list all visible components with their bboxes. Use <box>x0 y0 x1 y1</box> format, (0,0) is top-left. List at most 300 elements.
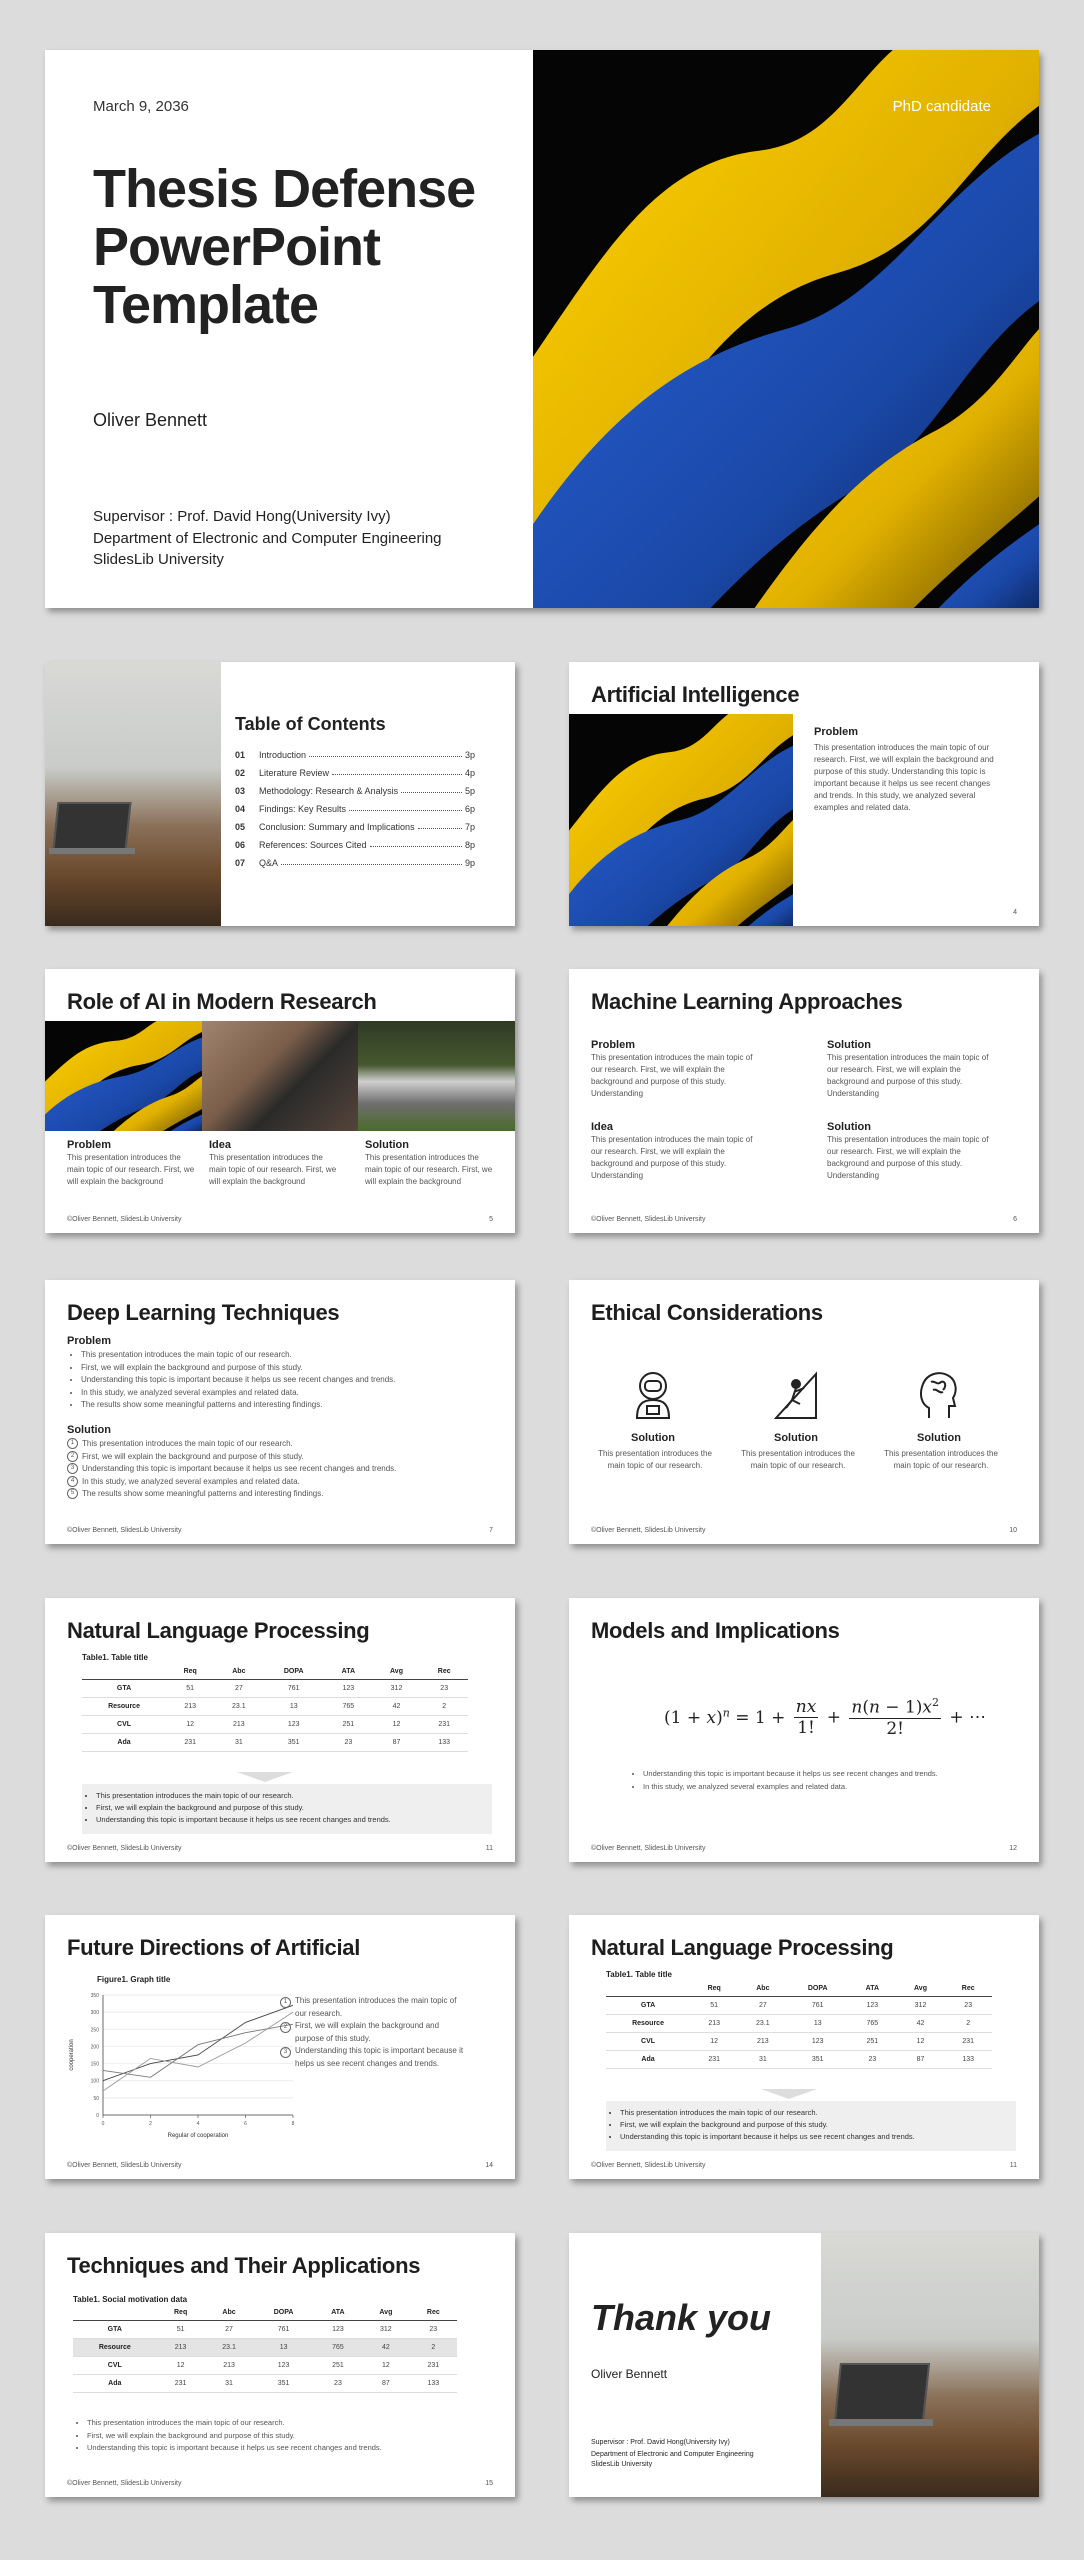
step-text: This presentation introduces the main topic of our research. <box>295 1996 457 2018</box>
table-cell: Resource <box>73 2339 157 2357</box>
table-cell: 23 <box>420 1680 468 1698</box>
list-item: • This presentation introduces the main topic of our research. <box>81 1349 395 1362</box>
step-number: 3 <box>67 1463 78 1474</box>
toc-number: 03 <box>235 786 246 796</box>
column-header: Avg <box>897 1981 945 1997</box>
astronaut-icon <box>629 1368 677 1420</box>
footer-credit: ©Oliver Bennett, SlidesLib University <box>67 2162 182 2169</box>
table-cell: 213 <box>690 2015 738 2033</box>
table-cell: GTA <box>73 2321 157 2339</box>
problem-list <box>67 1349 395 1412</box>
title-line-2: PowerPoint <box>93 217 381 277</box>
toc-page: 8p <box>464 840 475 850</box>
footer-credit: ©Oliver Bennett, SlidesLib University <box>591 1216 706 1223</box>
step-number: 5 <box>67 1488 78 1499</box>
col-heading-2: Solution <box>774 1432 818 1444</box>
laptop-shape <box>52 802 131 850</box>
col-heading-2: Idea <box>209 1139 232 1151</box>
toc-item <box>235 750 475 760</box>
column-header: Abc <box>738 1981 787 1997</box>
slide-title: Techniques and Their Applications <box>67 2253 421 2278</box>
step-number: 1 <box>67 1438 78 1449</box>
wave-artwork <box>569 714 793 926</box>
table-cell: 312 <box>362 2321 410 2339</box>
slide-title: Natural Language Processing <box>67 1618 370 1643</box>
note-item: • This presentation introduces the main topic of our research. <box>620 2107 1016 2119</box>
list-item: • First, we will explain the background and purpose of this study. <box>87 2430 382 2443</box>
table-cell: 23 <box>314 2375 362 2393</box>
table-row <box>73 2375 457 2393</box>
toc-leader <box>309 756 462 757</box>
table-cell: 251 <box>324 1716 373 1734</box>
step-number: 2 <box>67 1451 78 1462</box>
table-cell: 27 <box>205 2321 254 2339</box>
step-text: Understanding this topic is important because it helps us see recent changes and trends. <box>295 2046 464 2068</box>
arrow-down-icon <box>761 2089 817 2099</box>
toc-leader <box>418 828 462 829</box>
table-caption: Table1. Table title <box>82 1653 148 1662</box>
university-text: SlidesLib University <box>93 551 224 568</box>
toc-leader <box>349 810 462 811</box>
col-body-1: This presentation introduces the main topic of our research. <box>598 1449 712 1470</box>
binomial-formula: $(1 + x)^n = 1$ + $\frac{nx}{1!}$ + $\frac{n(n - 1)x^2}{2!}$ + ⋯ <box>664 1696 987 1739</box>
list-item <box>67 1463 396 1476</box>
table-cell: 133 <box>944 2051 992 2069</box>
table-cell: 213 <box>738 2033 787 2051</box>
table-cell: 133 <box>420 1734 468 1752</box>
problem-heading: Problem <box>67 1335 112 1347</box>
column-header: DOPA <box>787 1981 848 1997</box>
table-row <box>73 2339 457 2357</box>
data-table <box>82 1664 468 1752</box>
step-text: This presentation introduces the main topic of our research. <box>82 1439 293 1448</box>
series-line-3 <box>103 2012 293 2091</box>
col-body-2: This presentation introduces the main topic of our research. First, we will explain the background <box>209 1153 337 1186</box>
table-row <box>82 1698 468 1716</box>
table-cell: 213 <box>157 2339 205 2357</box>
ml-slide <box>569 969 1039 1233</box>
table-row <box>606 2051 992 2069</box>
page-number: 14 <box>485 2162 493 2169</box>
slide-title: Artificial Intelligence <box>591 682 800 707</box>
block-heading-3: Idea <box>591 1121 614 1133</box>
problem-heading: Problem <box>814 726 859 738</box>
note-list <box>82 1790 492 1826</box>
block-body-2: This presentation introduces the main topic of our research. First, we will explain the background and purpose of this study. Understanding <box>827 1053 989 1098</box>
table-row <box>82 1716 468 1734</box>
list-item <box>280 2020 470 2045</box>
graph-title: Figure1. Graph title <box>97 1975 171 1984</box>
table-cell: 51 <box>157 2321 205 2339</box>
line-chart <box>63 1985 303 2145</box>
column-header: ATA <box>324 1664 373 1680</box>
table-cell: 2 <box>410 2339 457 2357</box>
column-header: ATA <box>848 1981 897 1997</box>
role-ai-slide <box>45 969 515 1233</box>
toc-label: Conclusion: Summary and Implications <box>259 822 415 832</box>
solution-heading: Solution <box>67 1424 111 1436</box>
brain-head-icon <box>915 1368 963 1420</box>
x-tick-label: 0 <box>101 2121 105 2127</box>
table-cell: 123 <box>324 1680 373 1698</box>
page-number: 11 <box>1009 2162 1017 2169</box>
solution-list <box>67 1438 396 1501</box>
ethics-slide <box>569 1280 1039 1544</box>
x-tick-label: 8 <box>291 2121 295 2127</box>
nlp-slide-2 <box>569 1915 1039 2179</box>
university-text: SlidesLib University <box>591 2461 653 2468</box>
table-cell: 31 <box>738 2051 787 2069</box>
toc-title: Table of Contents <box>235 714 386 734</box>
column-header: Rec <box>944 1981 992 1997</box>
table-cell: 765 <box>848 2015 897 2033</box>
list-item: • The results show some meaningful patterns and interesting findings. <box>81 1399 395 1412</box>
y-tick-label: 150 <box>90 2061 99 2068</box>
table-cell: CVL <box>73 2357 157 2375</box>
x-tick-label: 2 <box>149 2121 152 2127</box>
table-row <box>73 2321 457 2339</box>
block-body-3: This presentation introduces the main topic of our research. First, we will explain the background and purpose of this study. Understanding <box>591 1135 753 1180</box>
table-cell: 23.1 <box>214 1698 263 1716</box>
climber-icon <box>772 1368 820 1420</box>
table-cell: 87 <box>897 2051 945 2069</box>
toc-leader <box>281 864 462 865</box>
step-text: First, we will explain the background and purpose of this study. <box>82 1451 304 1461</box>
toc-slide <box>45 662 515 926</box>
table-cell: 2 <box>944 2015 992 2033</box>
toc-page: 5p <box>464 786 475 796</box>
toc-item <box>235 858 475 868</box>
author-name: Oliver Bennett <box>93 410 208 430</box>
toc-label: Literature Review <box>259 768 330 778</box>
toc-label: Q&A <box>259 858 279 868</box>
column-header: Req <box>166 1664 214 1680</box>
bullet-list <box>73 2417 382 2455</box>
laptop-shape <box>834 2363 930 2421</box>
table-cell: GTA <box>82 1680 166 1698</box>
list-item <box>67 1438 396 1451</box>
ai-slide <box>569 662 1039 926</box>
step-number: 2 <box>280 2022 291 2033</box>
table-cell: 123 <box>848 1997 897 2015</box>
slide-title: Role of AI in Modern Research <box>67 989 377 1014</box>
note-item: • Understanding this topic is important because it helps us see recent changes and trends. <box>96 1814 492 1826</box>
table-cell: 13 <box>253 2339 313 2357</box>
toc-number: 01 <box>235 750 246 760</box>
list-item: • This presentation introduces the main topic of our research. <box>87 2417 382 2430</box>
author-name: Oliver Bennett <box>591 2367 668 2381</box>
table-cell: GTA <box>606 1997 690 2015</box>
column-header: Req <box>157 2305 205 2321</box>
table-cell: 231 <box>420 1716 468 1734</box>
column-header: DOPA <box>253 2305 313 2321</box>
slide-title: Machine Learning Approaches <box>591 989 903 1014</box>
table-cell: Resource <box>606 2015 690 2033</box>
table-cell: 231 <box>410 2357 457 2375</box>
table-header-row <box>73 2305 457 2321</box>
toc-label: Methodology: Research & Analysis <box>259 786 399 796</box>
department-text: Department of Electronic and Computer Engineering <box>591 2451 754 2458</box>
supervisor-text: Supervisor : Prof. David Hong(University Ivy) <box>93 508 391 525</box>
toc-page: 9p <box>464 858 475 868</box>
step-text: First, we will explain the background and purpose of this study. <box>295 2021 440 2043</box>
page-number: 5 <box>489 1216 493 1223</box>
page-number: 12 <box>1009 1845 1017 1852</box>
toc-page: 6p <box>464 804 475 814</box>
table-cell: 12 <box>897 2033 945 2051</box>
table-cell: Ada <box>82 1734 166 1752</box>
slide-title: Ethical Considerations <box>591 1300 823 1325</box>
table-cell: 23 <box>944 1997 992 2015</box>
page-number: 4 <box>1013 909 1017 916</box>
table-cell: 231 <box>944 2033 992 2051</box>
page-number: 10 <box>1009 1527 1017 1534</box>
desk-photo <box>45 662 221 926</box>
deep-learning-slide <box>45 1280 515 1544</box>
table-cell: 13 <box>263 1698 324 1716</box>
table-cell: 27 <box>738 1997 787 2015</box>
table-caption: Table1. Table title <box>606 1970 672 1979</box>
table-cell: 23 <box>324 1734 373 1752</box>
note-item: • First, we will explain the background and purpose of this study. <box>96 1802 492 1814</box>
column-header: DOPA <box>263 1664 324 1680</box>
table-cell: 351 <box>263 1734 324 1752</box>
department-text: Department of Electronic and Computer Engineering <box>93 530 442 547</box>
list-item: • Understanding this topic is important because it helps us see recent changes and trends. <box>643 1768 938 1781</box>
table-cell: CVL <box>82 1716 166 1734</box>
y-tick-label: 0 <box>96 2113 99 2119</box>
table-cell: CVL <box>606 2033 690 2051</box>
step-number: 3 <box>280 2047 291 2058</box>
table-cell: 312 <box>897 1997 945 2015</box>
toc-number: 07 <box>235 858 246 868</box>
page-number: 15 <box>485 2480 493 2487</box>
table-caption: Table1. Social motivation data <box>73 2295 188 2304</box>
note-box <box>82 1784 492 1834</box>
series-line-2 <box>103 2024 293 2077</box>
column-header <box>606 1981 690 1997</box>
laptop-photo <box>202 1021 358 1131</box>
list-item: • Understanding this topic is important because it helps us see recent changes and trends. <box>81 1374 395 1387</box>
toc-label: Introduction <box>259 750 307 760</box>
role-text: PhD candidate <box>892 98 991 115</box>
laptop-base <box>829 2419 933 2426</box>
note-item: • First, we will explain the background and purpose of this study. <box>620 2119 1016 2131</box>
table-cell: 231 <box>690 2051 738 2069</box>
table-cell: 42 <box>362 2339 410 2357</box>
toc-page: 3p <box>464 750 475 760</box>
x-tick-label: 4 <box>196 2121 200 2127</box>
page-number: 6 <box>1013 1216 1017 1223</box>
table-cell: 12 <box>362 2357 410 2375</box>
footer-credit: ©Oliver Bennett, SlidesLib University <box>591 1527 706 1534</box>
column-header: Abc <box>205 2305 254 2321</box>
list-item: • In this study, we analyzed several examples and related data. <box>643 1781 938 1794</box>
column-header: Avg <box>362 2305 410 2321</box>
footer-credit: ©Oliver Bennett, SlidesLib University <box>591 2162 706 2169</box>
col-body-1: This presentation introduces the main topic of our research. First, we will explain the background <box>67 1153 195 1186</box>
techniques-slide <box>45 2233 515 2497</box>
toc-leader <box>401 792 462 793</box>
table-row <box>82 1680 468 1698</box>
y-tick-label: 100 <box>90 2078 99 2085</box>
table-cell: 251 <box>314 2357 362 2375</box>
title-line-3: Template <box>93 275 319 335</box>
table-cell: 23 <box>848 2051 897 2069</box>
table-cell: 761 <box>253 2321 313 2339</box>
col-body-3: This presentation introduces the main topic of our research. First, we will explain the background <box>365 1153 493 1186</box>
table-cell: 251 <box>848 2033 897 2051</box>
note-list <box>606 2107 1016 2143</box>
column-header: Req <box>690 1981 738 1997</box>
table-cell: 12 <box>690 2033 738 2051</box>
col-heading-1: Problem <box>67 1139 112 1151</box>
list-item <box>280 1995 470 2020</box>
col-body-3: This presentation introduces the main topic of our research. <box>884 1449 998 1470</box>
toc-number: 04 <box>235 804 246 814</box>
block-body-1: This presentation introduces the main topic of our research. First, we will explain the background and purpose of this study. Understanding <box>591 1053 753 1098</box>
toc-leader <box>332 774 462 775</box>
table-cell: 213 <box>166 1698 214 1716</box>
table-cell: 312 <box>373 1680 421 1698</box>
col-body-2: This presentation introduces the main topic of our research. <box>741 1449 855 1470</box>
table-cell: Resource <box>82 1698 166 1716</box>
table-cell: 87 <box>362 2375 410 2393</box>
toc-item <box>235 822 475 832</box>
table-cell: 2 <box>420 1698 468 1716</box>
slide-title: Models and Implications <box>591 1618 840 1643</box>
column-header: ATA <box>314 2305 362 2321</box>
note-item: • This presentation introduces the main topic of our research. <box>96 1790 492 1802</box>
x-axis-label: Regular of cooperation <box>167 2133 229 2139</box>
page-number: 11 <box>485 1845 493 1852</box>
supervisor-text: Supervisor : Prof. David Hong(University Ivy) <box>591 2439 730 2446</box>
table-cell: 42 <box>373 1698 421 1716</box>
nlp-slide <box>45 1598 515 1862</box>
table-cell: 27 <box>214 1680 263 1698</box>
toc-item <box>235 804 475 814</box>
block-heading-4: Solution <box>827 1121 871 1133</box>
block-body-4: This presentation introduces the main topic of our research. First, we will explain the background and purpose of this study. Understanding <box>827 1135 989 1180</box>
wave-artwork <box>533 50 1039 608</box>
footer-credit: ©Oliver Bennett, SlidesLib University <box>591 1845 706 1852</box>
camera-photo <box>358 1021 515 1131</box>
table-cell: 42 <box>897 2015 945 2033</box>
table-cell: 31 <box>214 1734 263 1752</box>
table-cell: 51 <box>166 1680 214 1698</box>
toc-label: References: Sources Cited <box>259 840 367 850</box>
table-header-row <box>606 1981 992 1997</box>
table-cell: Ada <box>73 2375 157 2393</box>
table-cell: 765 <box>324 1698 373 1716</box>
list-item: • In this study, we analyzed several examples and related data. <box>81 1387 395 1400</box>
table-cell: 761 <box>263 1680 324 1698</box>
table-cell: 13 <box>787 2015 848 2033</box>
data-table <box>73 2305 457 2393</box>
x-tick-label: 6 <box>244 2121 247 2127</box>
toc-page: 4p <box>464 768 475 778</box>
table-cell: 231 <box>166 1734 214 1752</box>
footer-credit: ©Oliver Bennett, SlidesLib University <box>67 1216 182 1223</box>
slide-title: Future Directions of Artificial <box>67 1935 361 1960</box>
step-text: The results show some meaningful patterns and interesting findings. <box>82 1489 324 1498</box>
title-slide <box>45 50 1039 608</box>
note-item: • Understanding this topic is important because it helps us see recent changes and trends. <box>620 2131 1016 2143</box>
table-row <box>606 2015 992 2033</box>
y-tick-label: 200 <box>90 2044 99 2051</box>
table-cell: 761 <box>787 1997 848 2015</box>
column-header <box>73 2305 157 2321</box>
table-cell: 765 <box>314 2339 362 2357</box>
footer-credit: ©Oliver Bennett, SlidesLib University <box>67 1527 182 1534</box>
step-text: Understanding this topic is important because it helps us see recent changes and trends. <box>82 1464 397 1473</box>
col-heading-1: Solution <box>631 1432 675 1444</box>
thank-you-title: Thank you <box>591 2297 772 2338</box>
list-item: • First, we will explain the background and purpose of this study. <box>81 1362 395 1375</box>
wave-artwork <box>45 1021 202 1131</box>
block-heading-1: Problem <box>591 1039 636 1051</box>
col-heading-3: Solution <box>917 1432 961 1444</box>
column-header: Abc <box>214 1664 263 1680</box>
table-row <box>606 1997 992 2015</box>
future-slide <box>45 1915 515 2179</box>
table-cell: 351 <box>253 2375 313 2393</box>
table-cell: 12 <box>157 2357 205 2375</box>
presentation-title <box>93 160 475 334</box>
list-item <box>67 1488 396 1501</box>
toc-item <box>235 786 475 796</box>
slide-title: Deep Learning Techniques <box>67 1300 340 1325</box>
block-heading-2: Solution <box>827 1039 871 1051</box>
step-text: In this study, we analyzed several examples and related data. <box>82 1476 300 1486</box>
presentation-date: March 9, 2036 <box>93 98 189 115</box>
table-row <box>82 1734 468 1752</box>
list-item <box>67 1476 396 1489</box>
data-table <box>606 1981 992 2069</box>
col-heading-3: Solution <box>365 1139 409 1151</box>
table-cell: 123 <box>263 1716 324 1734</box>
column-header: Rec <box>420 1664 468 1680</box>
step-number: 4 <box>67 1476 78 1487</box>
laptop-base <box>49 848 135 854</box>
table-header-row <box>82 1664 468 1680</box>
table-cell: 87 <box>373 1734 421 1752</box>
table-cell: 123 <box>787 2033 848 2051</box>
table-cell: 133 <box>410 2375 457 2393</box>
table-row <box>73 2357 457 2375</box>
step-number: 1 <box>280 1997 291 2008</box>
table-row <box>606 2033 992 2051</box>
footer-credit: ©Oliver Bennett, SlidesLib University <box>67 1845 182 1852</box>
toc-number: 06 <box>235 840 246 850</box>
table-cell: 213 <box>214 1716 263 1734</box>
footer-credit: ©Oliver Bennett, SlidesLib University <box>67 2480 182 2487</box>
table-cell: 12 <box>166 1716 214 1734</box>
note-box <box>606 2101 1016 2151</box>
toc-item <box>235 840 475 850</box>
table-cell: 213 <box>205 2357 254 2375</box>
y-tick-label: 50 <box>93 2095 99 2102</box>
list-item: • Understanding this topic is important because it helps us see recent changes and trends. <box>87 2442 382 2455</box>
y-axis-label: cooperation <box>69 2039 75 2071</box>
slide-title: Natural Language Processing <box>591 1935 894 1960</box>
models-slide <box>569 1598 1039 1862</box>
toc-number: 05 <box>235 822 246 832</box>
list-item <box>280 2045 470 2070</box>
thank-you-slide <box>569 2233 1039 2497</box>
column-header: Rec <box>410 2305 457 2321</box>
table-cell: 23.1 <box>205 2339 254 2357</box>
